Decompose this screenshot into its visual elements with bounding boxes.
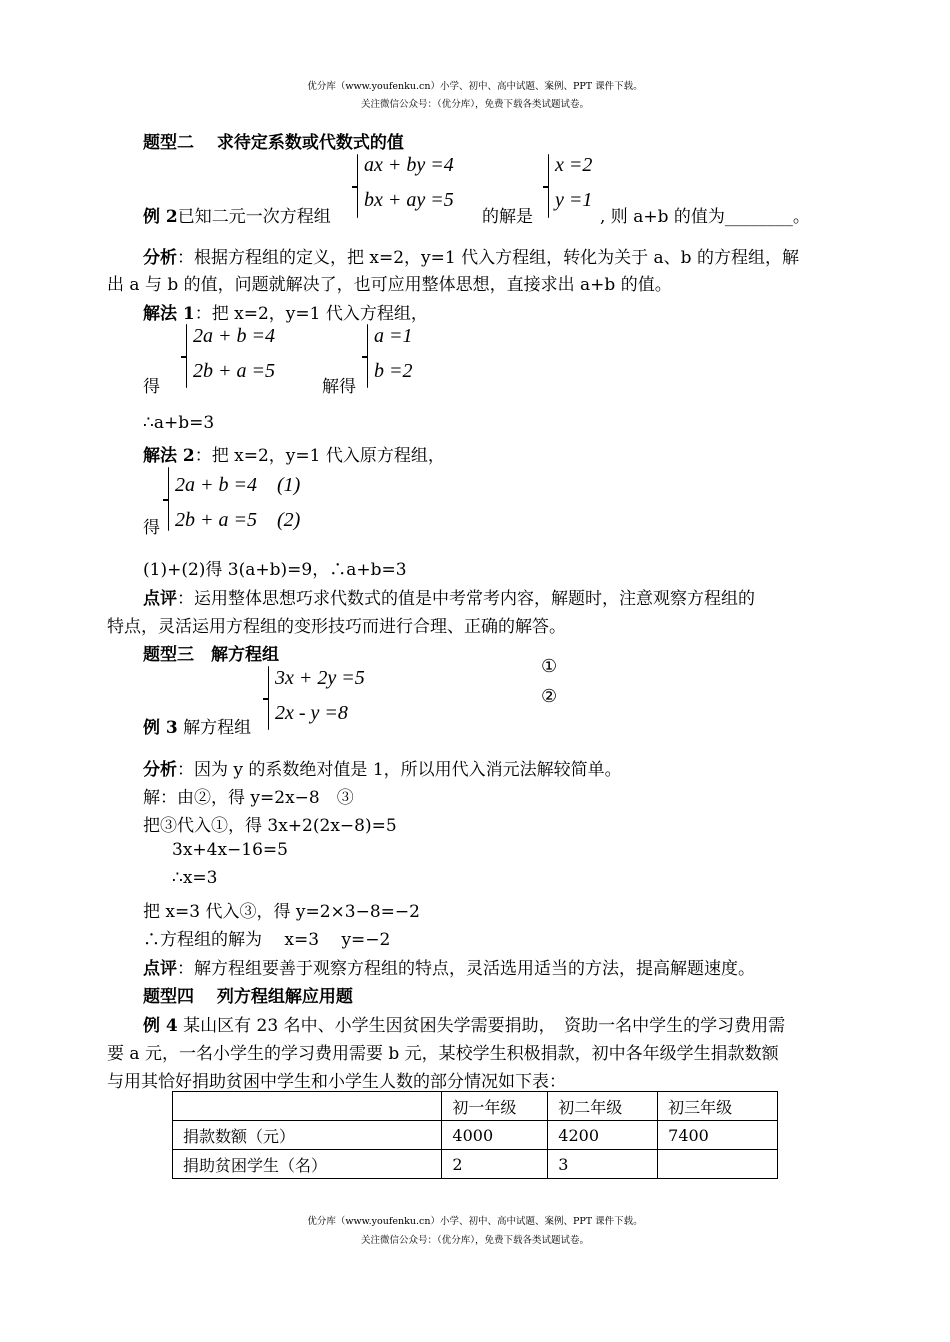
table-header-row (173, 1092, 778, 1121)
example3-label: 例 3 (143, 718, 178, 738)
donation-table (172, 1091, 778, 1179)
solution3-step1: 解：由②，得 y=2x−8 ③ (143, 788, 354, 808)
example3-text: 解方程组 (183, 718, 252, 738)
table-row (173, 1121, 778, 1150)
method2-eq1: 2a + b =4 (1) (175, 474, 301, 496)
example4-line2: 要 a 元，一名小学生的学习费用需要 b 元，某校学生积极捐款，初中各年级学生捐款数额 (107, 1044, 779, 1064)
section4-title: 题型四 列方程组解应用题 (143, 987, 353, 1007)
example2-text1: 已知二元一次方程组 (177, 207, 331, 227)
comment3-line (143, 954, 755, 979)
table-header-cell (173, 1092, 442, 1121)
solution3-step5: 把 x=3 代入③，得 y=2×3−8=−2 (143, 902, 420, 922)
example2-solution-brace (548, 154, 549, 218)
method1-eq1: 2a + b =4 (193, 325, 275, 347)
solution3-step4: ∴x=3 (172, 868, 218, 888)
example3-eq2: 2x - y =8 (275, 702, 348, 724)
example4-text1: 某山区有 23 名中、小学生因贫困失学需要捐助， 资助一名中学生的学习费用需 (183, 1016, 786, 1036)
comment3-text: ：解方程组要善于观察方程组的特点，灵活选用适当的方法，提高解题速度。 (177, 959, 755, 979)
table-header-cell: 初三年级 (658, 1092, 778, 1121)
analysis3-label: 分析 (143, 760, 177, 780)
example3-line (143, 713, 251, 738)
table-cell: 4200 (548, 1121, 658, 1150)
example4-line3: 与用其恰好捐助贫困中学生和小学生人数的部分情况如下表： (107, 1072, 566, 1092)
comment2-text1: ：运用整体思想巧求代数式的值是中考常考内容，解题时，注意观察方程组的 (177, 589, 755, 609)
method2-eq2: 2b + a =5 (2) (175, 509, 301, 531)
solution3-step3: 3x+4x−16=5 (172, 840, 288, 860)
example2-eq2: bx + ay =5 (364, 189, 454, 211)
table-header-cell: 初二年级 (548, 1092, 658, 1121)
method1-jiede: 解得 (322, 377, 356, 397)
method2-de: 得 (143, 518, 160, 538)
method1-de: 得 (143, 377, 160, 397)
analysis2-line1 (143, 243, 799, 268)
table-cell: 4000 (442, 1121, 548, 1150)
example3-eq1: 3x + 2y =5 (275, 667, 365, 689)
example2-system-brace (357, 154, 358, 218)
footer-line-2: 关注微信公众号：（优分库），免费下载各类试题试卷。 (360, 1235, 589, 1246)
comment3-label: 点评 (143, 959, 177, 979)
comment2-label: 点评 (143, 589, 177, 609)
example2-text2: 的解是 (482, 207, 533, 227)
analysis2-text1: ：根据方程组的定义，把 x=2，y=1 代入方程组，转化为关于 a、b 的方程组，解 (177, 248, 799, 268)
analysis3-line (143, 755, 622, 780)
footer-line-1: 优分库（www.youfenku.cn）小学、初中、高中试题、案例、PPT 课件下载。 (307, 1216, 643, 1227)
section2-title: 题型二 求待定系数或代数式的值 (143, 133, 404, 153)
analysis2-label: 分析 (143, 248, 177, 268)
example2-text3: , 则 a+b 的值为________。 (600, 207, 810, 227)
method1-system-brace (186, 324, 187, 388)
example3-mark1: ① (541, 656, 558, 677)
example3-mark2: ② (541, 686, 558, 707)
example4-line1 (143, 1011, 785, 1036)
solution3-step2: 把③代入①，得 3x+2(2x−8)=5 (143, 816, 397, 836)
method1-sol2: b =2 (374, 360, 413, 382)
table-header-cell: 初一年级 (442, 1092, 548, 1121)
method1-line (143, 299, 428, 324)
method1-sol1: a =1 (374, 325, 413, 347)
analysis3-text: ：因为 y 的系数绝对值是 1，所以用代入消元法解较简单。 (177, 760, 622, 780)
example2-eq1: ax + by =4 (364, 154, 454, 176)
table-cell: 3 (548, 1150, 658, 1179)
example2-sol1: x =2 (555, 154, 593, 176)
method1-result: ∴a+b=3 (143, 413, 215, 433)
method2-system-brace (168, 467, 169, 531)
method2-text: ：把 x=2，y=1 代入原方程组， (194, 446, 445, 466)
table-cell (658, 1150, 778, 1179)
comment2-line1 (143, 584, 755, 609)
table-cell: 捐款数额（元） (173, 1121, 442, 1150)
table-cell: 7400 (658, 1121, 778, 1150)
method2-line (143, 441, 445, 466)
example2-label: 例 2 (143, 207, 178, 227)
solution3-step6: ∴方程组的解为 x=3 y=−2 (143, 930, 391, 950)
example3-system-brace (268, 666, 269, 730)
comment2-line2: 特点，灵活运用方程组的变形技巧而进行合理、正确的解答。 (107, 617, 566, 637)
method2-result: (1)+(2)得 3(a+b)=9，∴a+b=3 (143, 560, 407, 580)
table-cell: 2 (442, 1150, 548, 1179)
method1-label: 解法 1 (143, 304, 195, 324)
example4-label: 例 4 (143, 1016, 178, 1036)
example2-sol2: y =1 (555, 189, 593, 211)
analysis2-line2: 出 a 与 b 的值，问题就解决了，也可应用整体思想，直接求出 a+b 的值。 (107, 275, 672, 295)
example2-line (143, 202, 331, 227)
header-line-2: 关注微信公众号：（优分库），免费下载各类试题试卷。 (360, 99, 589, 110)
method2-label: 解法 2 (143, 446, 195, 466)
table-cell: 捐助贫困学生（名） (173, 1150, 442, 1179)
method1-solution-brace (367, 324, 368, 388)
header-line-1: 优分库（www.youfenku.cn）小学、初中、高中试题、案例、PPT 课件下载。 (307, 81, 643, 92)
section3-title: 题型三 解方程组 (143, 645, 279, 665)
table-row (173, 1150, 778, 1179)
method1-text: ：把 x=2，y=1 代入方程组， (194, 304, 428, 324)
method1-eq2: 2b + a =5 (193, 360, 275, 382)
